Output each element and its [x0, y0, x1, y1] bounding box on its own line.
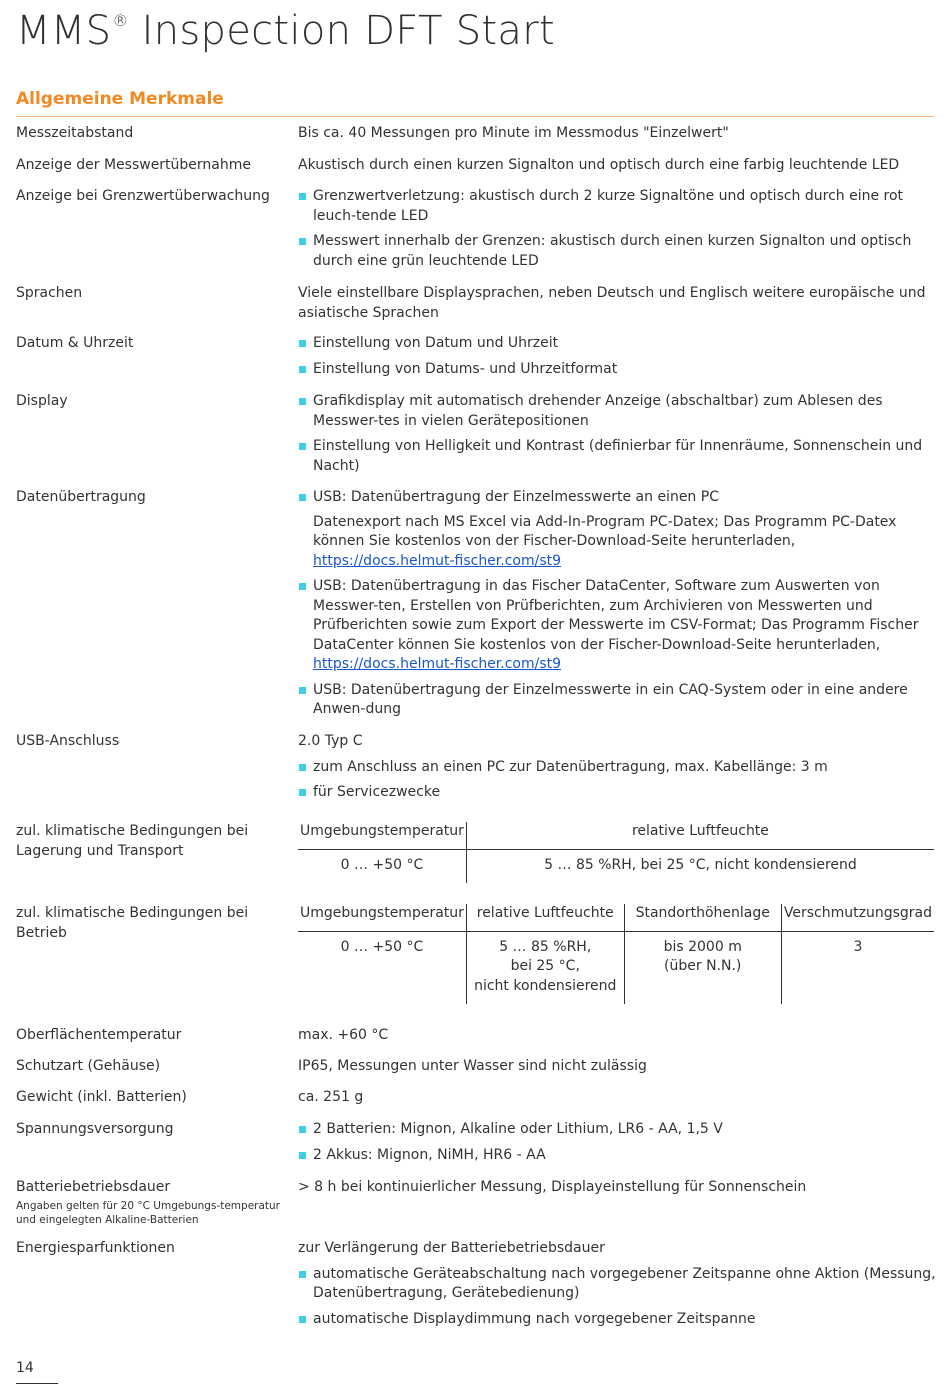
bullet-item: USB: Datenübertragung in das Fischer DataCenter, Software zum Auswerten von Messwer-ten, Erstellen von Prüfberichten, zum Archivieren von Messwerten und Prüfberichten sowie zum Export der Messwerte im CSV-Format; Das Programm Fischer DataCenter können Sie kostenlos von der Fischer-Download-Seite herunterladen, https://docs.helmut-fischer.com/st9 [298, 577, 938, 675]
spec-value [298, 187, 938, 271]
spec-label: Oberflächentemperatur [16, 1027, 182, 1043]
bullet-item: Einstellung von Datums- und Uhrzeitformat [298, 360, 938, 380]
table-row [298, 849, 934, 883]
bullet-item: USB: Datenübertragung der Einzelmesswerte an einen PC [298, 488, 938, 508]
spec-value [298, 488, 938, 720]
table-cell: 0 … +50 °C [298, 931, 466, 1004]
spec-label: zul. klimatische Bedingungen bei Lagerung und Transport [16, 823, 249, 859]
table-header: relative Luftfeuchte [631, 823, 769, 839]
bullet-item: automatische Geräteabschaltung nach vorgegebener Zeitspanne ohne Aktion (Messung, Datenübertragung, Gerätebedienung) [298, 1265, 938, 1304]
section-heading: Allgemeine Merkmale [16, 89, 224, 109]
table-cell: 5 … 85 %RH, bei 25 °C, nicht kondensierend [544, 856, 857, 873]
table-cell: 0 … +50 °C [298, 849, 466, 883]
table-header: Umgebungstemperatur [298, 904, 466, 931]
bullet-item: Einstellung von Datum und Uhrzeit [298, 334, 938, 354]
bullet-item: Messwert innerhalb der Grenzen: akustisch durch einen kurzen Signalton und optisch durch eine grün leuchtende LED [298, 232, 938, 271]
bullet-item: USB: Datenübertragung der Einzelmesswerte in ein CAQ-System oder in eine andere Anwen-dung [298, 681, 938, 720]
bullet-item: Einstellung von Helligkeit und Kontrast (definierbar für Innenräume, Sonnenschein und Nacht) [298, 437, 938, 476]
spec-label: Batteriebetriebsdauer Angaben gelten für 20 °C Umgebungs-temperatur und eingelegten Alkaline-Batterien [16, 1178, 286, 1227]
bullet-item: Grenzwertverletzung: akustisch durch 2 kurze Signaltöne und optisch durch eine rot leuch-tende LED [298, 187, 938, 226]
spec-value-text: 2.0 Typ C [298, 733, 363, 749]
spec-label: Display [16, 393, 68, 409]
spec-label: USB-Anschluss [16, 733, 120, 749]
bullet-subtext: Datenexport nach MS Excel via Add-In-Program PC-Datex; Das Programm PC-Datex können Sie kostenlos von der Fischer-Download-Seite herunterladen, https://docs.helmut-fischer.com/st9 [313, 513, 897, 569]
footer-divider [16, 1383, 58, 1384]
spec-value: ca. 251 g [298, 1089, 364, 1105]
page-number: 14 [16, 1360, 34, 1376]
bullet-item: Grafikdisplay mit automatisch drehender Anzeige (abschaltbar) zum Ablesen des Messwer-tes in vielen Gerätepositionen [298, 392, 938, 431]
spec-label: Spannungsversorgung [16, 1121, 174, 1137]
bullet-item: automatische Displaydimmung nach vorgegebener Zeitspanne [298, 1310, 938, 1330]
table-header: Standorthöhenlage [624, 904, 781, 931]
table-cell: 3 [853, 938, 863, 955]
section-divider [16, 116, 934, 117]
spec-label: Anzeige der Messwertübernahme [16, 157, 252, 173]
spec-value [298, 334, 938, 379]
spec-label: Sprachen [16, 285, 83, 301]
bullet-item: 2 Akkus: Mignon, NiMH, HR6 - AA [298, 1146, 938, 1166]
spec-label-note: Angaben gelten für 20 °C Umgebungs-temperatur und eingelegten Alkaline-Batterien [16, 1199, 280, 1226]
table-cell: bis 2000 m (über N.N.) [624, 931, 781, 1004]
spec-label: zul. klimatische Bedingungen bei Betrieb [16, 905, 249, 941]
spec-value: max. +60 °C [298, 1027, 389, 1043]
spec-value: Viele einstellbare Displaysprachen, neben Deutsch und Englisch weitere europäische und asiatische Sprachen [298, 285, 926, 321]
spec-value [298, 1239, 938, 1329]
bullet-item: für Servicezwecke [298, 783, 938, 803]
spec-value [298, 1120, 938, 1165]
spec-label: Gewicht (inkl. Batterien) [16, 1089, 187, 1105]
bullet-item: zum Anschluss an einen PC zur Datenübertragung, max. Kabellänge: 3 m [298, 758, 938, 778]
spec-value [298, 732, 938, 803]
climate-table-storage [298, 822, 934, 883]
bullet-item: 2 Batterien: Mignon, Alkaline oder Lithium, LR6 - AA, 1,5 V [298, 1120, 938, 1140]
spec-label: Datenübertragung [16, 489, 146, 505]
spec-label: Energiesparfunktionen [16, 1240, 175, 1256]
table-header: relative Luftfeuchte [466, 904, 624, 931]
download-link[interactable]: https://docs.helmut-fischer.com/st9 [313, 552, 562, 569]
spec-label: Messzeitabstand [16, 125, 134, 141]
spec-value [298, 392, 938, 476]
spec-value: Bis ca. 40 Messungen pro Minute im Messmodus "Einzelwert" [298, 125, 729, 141]
page-title: MMS® Inspection DFT Start [16, 8, 555, 54]
spec-label: Schutzart (Gehäuse) [16, 1058, 161, 1074]
table-header: Verschmutzungsgrad [783, 905, 932, 921]
download-link[interactable]: https://docs.helmut-fischer.com/st9 [313, 656, 562, 672]
table-row [298, 931, 934, 1004]
spec-label: Anzeige bei Grenzwertüberwachung [16, 188, 270, 204]
spec-label: Datum & Uhrzeit [16, 335, 134, 351]
table-cell: 5 … 85 %RH, bei 25 °C, nicht kondensierend [466, 931, 624, 1004]
spec-value: > 8 h bei kontinuierlicher Messung, Displayeinstellung für Sonnenschein [298, 1179, 807, 1195]
spec-value: Akustisch durch einen kurzen Signalton und optisch durch eine farbig leuchtende LED [298, 157, 900, 173]
table-header: Umgebungstemperatur [298, 822, 466, 849]
spec-value-text: zur Verlängerung der Batteriebetriebsdauer [298, 1240, 605, 1256]
spec-value: IP65, Messungen unter Wasser sind nicht zulässig [298, 1058, 647, 1074]
climate-table-operation [298, 904, 934, 1004]
